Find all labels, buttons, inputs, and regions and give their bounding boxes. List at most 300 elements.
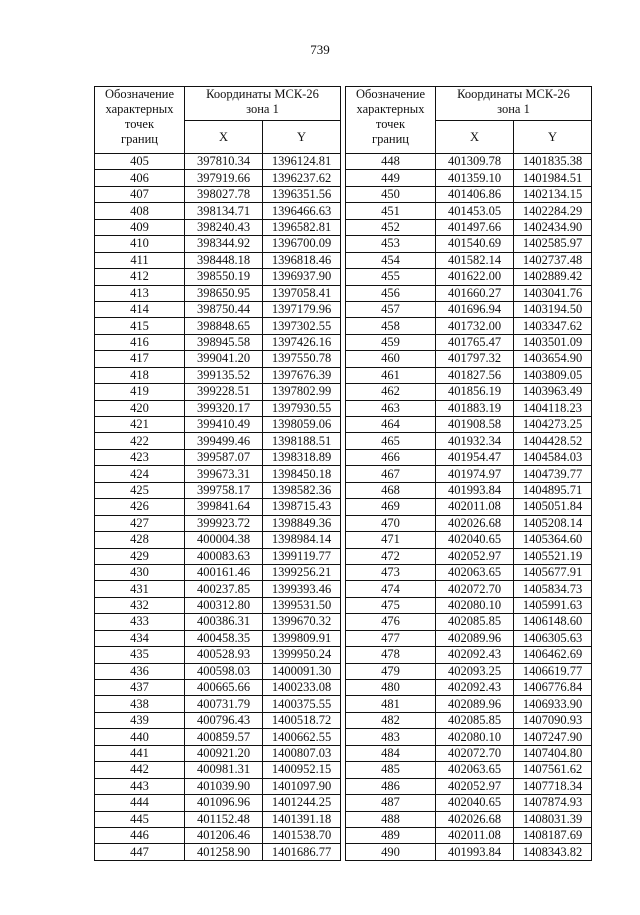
point-number-cell: 406 xyxy=(95,170,185,186)
y-coordinate-cell: 1398984.14 xyxy=(263,532,341,548)
y-coordinate-cell: 1396937.90 xyxy=(263,269,341,285)
table-row xyxy=(346,236,592,252)
table-row xyxy=(346,564,592,580)
x-coordinate-cell: 401152.48 xyxy=(185,811,263,827)
table-row xyxy=(95,532,341,548)
y-coordinate-cell: 1400807.03 xyxy=(263,745,341,761)
x-coordinate-cell: 402026.68 xyxy=(436,811,514,827)
y-coordinate-cell: 1402889.42 xyxy=(514,269,592,285)
table-row xyxy=(346,433,592,449)
table-row xyxy=(95,154,341,170)
point-number-cell: 436 xyxy=(95,663,185,679)
table-row xyxy=(95,844,341,860)
x-coordinate-cell: 399041.20 xyxy=(185,351,263,367)
point-number-cell: 443 xyxy=(95,778,185,794)
table-row xyxy=(95,400,341,416)
table-row xyxy=(346,318,592,334)
x-coordinate-cell: 401406.86 xyxy=(436,186,514,202)
point-number-cell: 434 xyxy=(95,630,185,646)
point-number-cell: 479 xyxy=(346,663,436,679)
table-row xyxy=(95,712,341,728)
x-coordinate-cell: 401993.84 xyxy=(436,844,514,860)
y-coordinate-cell: 1406462.69 xyxy=(514,647,592,663)
table-row xyxy=(95,680,341,696)
point-number-cell: 412 xyxy=(95,269,185,285)
y-coordinate-cell: 1399119.77 xyxy=(263,548,341,564)
point-number-cell: 474 xyxy=(346,581,436,597)
table-row xyxy=(95,647,341,663)
y-coordinate-cell: 1403654.90 xyxy=(514,351,592,367)
x-coordinate-cell: 402040.65 xyxy=(436,532,514,548)
table-row xyxy=(346,762,592,778)
y-coordinate-cell: 1406148.60 xyxy=(514,614,592,630)
x-coordinate-cell: 401732.00 xyxy=(436,318,514,334)
table-row xyxy=(346,466,592,482)
y-coordinate-cell: 1406933.90 xyxy=(514,696,592,712)
y-coordinate-cell: 1400518.72 xyxy=(263,712,341,728)
table-row xyxy=(95,351,341,367)
x-coordinate-cell: 402092.43 xyxy=(436,647,514,663)
y-coordinate-cell: 1396124.81 xyxy=(263,154,341,170)
point-number-cell: 461 xyxy=(346,367,436,383)
point-number-cell: 418 xyxy=(95,367,185,383)
coordinates-table-left xyxy=(94,86,341,861)
x-coordinate-cell: 401582.14 xyxy=(436,252,514,268)
point-number-cell: 463 xyxy=(346,400,436,416)
x-coordinate-cell: 401883.19 xyxy=(436,400,514,416)
table-row xyxy=(346,696,592,712)
x-coordinate-cell: 402089.96 xyxy=(436,630,514,646)
y-coordinate-cell: 1397550.78 xyxy=(263,351,341,367)
y-coordinate-cell: 1397676.39 xyxy=(263,367,341,383)
x-coordinate-cell: 399587.07 xyxy=(185,449,263,465)
y-coordinate-cell: 1405991.63 xyxy=(514,597,592,613)
x-coordinate-cell: 399320.17 xyxy=(185,400,263,416)
y-coordinate-cell: 1400662.55 xyxy=(263,729,341,745)
x-coordinate-cell: 401993.84 xyxy=(436,482,514,498)
x-coordinate-cell: 397919.66 xyxy=(185,170,263,186)
x-coordinate-cell: 400004.38 xyxy=(185,532,263,548)
y-coordinate-cell: 1396466.63 xyxy=(263,203,341,219)
point-number-cell: 449 xyxy=(346,170,436,186)
table-row xyxy=(95,564,341,580)
y-coordinate-cell: 1404428.52 xyxy=(514,433,592,449)
point-number-cell: 457 xyxy=(346,301,436,317)
table-row xyxy=(346,285,592,301)
point-number-cell: 460 xyxy=(346,351,436,367)
point-number-cell: 475 xyxy=(346,597,436,613)
x-coordinate-cell: 400237.85 xyxy=(185,581,263,597)
y-coordinate-cell: 1402434.90 xyxy=(514,219,592,235)
y-coordinate-cell: 1396818.46 xyxy=(263,252,341,268)
coordinates-table-right xyxy=(345,86,592,861)
table-row xyxy=(346,827,592,843)
x-coordinate-cell: 400083.63 xyxy=(185,548,263,564)
y-coordinate-cell: 1402134.15 xyxy=(514,186,592,202)
point-number-cell: 482 xyxy=(346,712,436,728)
x-coordinate-cell: 398945.58 xyxy=(185,334,263,350)
table-row xyxy=(346,663,592,679)
x-coordinate-cell: 398550.19 xyxy=(185,269,263,285)
table-row xyxy=(95,614,341,630)
x-coordinate-cell: 402080.10 xyxy=(436,597,514,613)
table-row xyxy=(95,170,341,186)
y-coordinate-cell: 1402737.48 xyxy=(514,252,592,268)
table-row xyxy=(95,548,341,564)
x-coordinate-cell: 399228.51 xyxy=(185,384,263,400)
y-coordinate-cell: 1398318.89 xyxy=(263,449,341,465)
y-coordinate-cell: 1403809.05 xyxy=(514,367,592,383)
point-number-cell: 484 xyxy=(346,745,436,761)
table-row xyxy=(346,154,592,170)
point-number-cell: 447 xyxy=(95,844,185,860)
point-number-cell: 432 xyxy=(95,597,185,613)
y-coordinate-cell: 1401244.25 xyxy=(263,795,341,811)
x-coordinate-cell: 400859.57 xyxy=(185,729,263,745)
y-coordinate-cell: 1404273.25 xyxy=(514,417,592,433)
y-coordinate-cell: 1398715.43 xyxy=(263,499,341,515)
table-row xyxy=(95,827,341,843)
table-row xyxy=(95,236,341,252)
point-number-cell: 441 xyxy=(95,745,185,761)
x-coordinate-cell: 402093.25 xyxy=(436,663,514,679)
x-coordinate-cell: 401497.66 xyxy=(436,219,514,235)
table-row xyxy=(346,729,592,745)
y-coordinate-cell: 1403963.49 xyxy=(514,384,592,400)
point-number-cell: 448 xyxy=(346,154,436,170)
x-coordinate-cell: 401540.69 xyxy=(436,236,514,252)
table-row xyxy=(346,482,592,498)
y-coordinate-cell: 1399531.50 xyxy=(263,597,341,613)
point-number-cell: 420 xyxy=(95,400,185,416)
x-coordinate-cell: 401827.56 xyxy=(436,367,514,383)
header-y: Y xyxy=(514,121,592,154)
header-x: X xyxy=(185,121,263,154)
table-row xyxy=(95,417,341,433)
y-coordinate-cell: 1399393.46 xyxy=(263,581,341,597)
x-coordinate-cell: 402063.65 xyxy=(436,564,514,580)
table-row xyxy=(346,367,592,383)
x-coordinate-cell: 400981.31 xyxy=(185,762,263,778)
x-coordinate-cell: 401359.10 xyxy=(436,170,514,186)
point-number-cell: 414 xyxy=(95,301,185,317)
y-coordinate-cell: 1397058.41 xyxy=(263,285,341,301)
x-coordinate-cell: 398344.92 xyxy=(185,236,263,252)
x-coordinate-cell: 399135.52 xyxy=(185,367,263,383)
point-number-cell: 462 xyxy=(346,384,436,400)
x-coordinate-cell: 401974.97 xyxy=(436,466,514,482)
y-coordinate-cell: 1397302.55 xyxy=(263,318,341,334)
y-coordinate-cell: 1407404.80 xyxy=(514,745,592,761)
x-coordinate-cell: 402072.70 xyxy=(436,581,514,597)
x-coordinate-cell: 399410.49 xyxy=(185,417,263,433)
table-row xyxy=(346,630,592,646)
y-coordinate-cell: 1398450.18 xyxy=(263,466,341,482)
table-row xyxy=(346,614,592,630)
point-number-cell: 459 xyxy=(346,334,436,350)
point-number-cell: 444 xyxy=(95,795,185,811)
y-coordinate-cell: 1408187.69 xyxy=(514,827,592,843)
point-number-cell: 488 xyxy=(346,811,436,827)
point-number-cell: 458 xyxy=(346,318,436,334)
y-coordinate-cell: 1397179.96 xyxy=(263,301,341,317)
table-row xyxy=(346,499,592,515)
x-coordinate-cell: 401453.05 xyxy=(436,203,514,219)
point-number-cell: 423 xyxy=(95,449,185,465)
table-row xyxy=(95,795,341,811)
table-row xyxy=(95,252,341,268)
table-row xyxy=(95,729,341,745)
header-coordinates: Координаты МСК-26 зона 1 xyxy=(185,87,341,121)
x-coordinate-cell: 402085.85 xyxy=(436,712,514,728)
point-number-cell: 433 xyxy=(95,614,185,630)
table-row xyxy=(95,778,341,794)
x-coordinate-cell: 402052.97 xyxy=(436,778,514,794)
table-row xyxy=(346,647,592,663)
point-number-cell: 410 xyxy=(95,236,185,252)
header-point-designation: Обозначение характерных точек границ xyxy=(346,87,436,154)
table-row xyxy=(346,795,592,811)
table-row xyxy=(346,301,592,317)
x-coordinate-cell: 402040.65 xyxy=(436,795,514,811)
x-coordinate-cell: 401856.19 xyxy=(436,384,514,400)
point-number-cell: 477 xyxy=(346,630,436,646)
y-coordinate-cell: 1408031.39 xyxy=(514,811,592,827)
y-coordinate-cell: 1396700.09 xyxy=(263,236,341,252)
y-coordinate-cell: 1396351.56 xyxy=(263,186,341,202)
point-number-cell: 476 xyxy=(346,614,436,630)
point-number-cell: 480 xyxy=(346,680,436,696)
x-coordinate-cell: 400665.66 xyxy=(185,680,263,696)
y-coordinate-cell: 1401391.18 xyxy=(263,811,341,827)
x-coordinate-cell: 400386.31 xyxy=(185,614,263,630)
x-coordinate-cell: 401039.90 xyxy=(185,778,263,794)
point-number-cell: 426 xyxy=(95,499,185,515)
y-coordinate-cell: 1406305.63 xyxy=(514,630,592,646)
table-row xyxy=(95,269,341,285)
y-coordinate-cell: 1400091.30 xyxy=(263,663,341,679)
y-coordinate-cell: 1405364.60 xyxy=(514,532,592,548)
table-row xyxy=(95,384,341,400)
x-coordinate-cell: 398750.44 xyxy=(185,301,263,317)
table-row xyxy=(346,170,592,186)
point-number-cell: 437 xyxy=(95,680,185,696)
point-number-cell: 483 xyxy=(346,729,436,745)
point-number-cell: 427 xyxy=(95,515,185,531)
y-coordinate-cell: 1401984.51 xyxy=(514,170,592,186)
x-coordinate-cell: 402026.68 xyxy=(436,515,514,531)
y-coordinate-cell: 1400233.08 xyxy=(263,680,341,696)
point-number-cell: 454 xyxy=(346,252,436,268)
point-number-cell: 486 xyxy=(346,778,436,794)
x-coordinate-cell: 402072.70 xyxy=(436,745,514,761)
y-coordinate-cell: 1404895.71 xyxy=(514,482,592,498)
table-row xyxy=(346,417,592,433)
y-coordinate-cell: 1408343.82 xyxy=(514,844,592,860)
point-number-cell: 422 xyxy=(95,433,185,449)
x-coordinate-cell: 399923.72 xyxy=(185,515,263,531)
y-coordinate-cell: 1407561.62 xyxy=(514,762,592,778)
x-coordinate-cell: 401309.78 xyxy=(436,154,514,170)
point-number-cell: 440 xyxy=(95,729,185,745)
point-number-cell: 481 xyxy=(346,696,436,712)
point-number-cell: 445 xyxy=(95,811,185,827)
y-coordinate-cell: 1399670.32 xyxy=(263,614,341,630)
point-number-cell: 431 xyxy=(95,581,185,597)
table-row xyxy=(346,680,592,696)
y-coordinate-cell: 1396582.81 xyxy=(263,219,341,235)
x-coordinate-cell: 400528.93 xyxy=(185,647,263,663)
point-number-cell: 407 xyxy=(95,186,185,202)
point-number-cell: 415 xyxy=(95,318,185,334)
point-number-cell: 428 xyxy=(95,532,185,548)
y-coordinate-cell: 1398188.51 xyxy=(263,433,341,449)
point-number-cell: 405 xyxy=(95,154,185,170)
table-row xyxy=(95,466,341,482)
point-number-cell: 451 xyxy=(346,203,436,219)
point-number-cell: 487 xyxy=(346,795,436,811)
table-row xyxy=(346,778,592,794)
x-coordinate-cell: 402011.08 xyxy=(436,827,514,843)
y-coordinate-cell: 1401835.38 xyxy=(514,154,592,170)
y-coordinate-cell: 1399950.24 xyxy=(263,647,341,663)
x-coordinate-cell: 401696.94 xyxy=(436,301,514,317)
table-row xyxy=(95,186,341,202)
x-coordinate-cell: 400598.03 xyxy=(185,663,263,679)
table-row xyxy=(95,334,341,350)
table-row xyxy=(95,811,341,827)
table-row xyxy=(95,318,341,334)
y-coordinate-cell: 1406776.84 xyxy=(514,680,592,696)
x-coordinate-cell: 402089.96 xyxy=(436,696,514,712)
x-coordinate-cell: 398650.95 xyxy=(185,285,263,301)
x-coordinate-cell: 398848.65 xyxy=(185,318,263,334)
point-number-cell: 425 xyxy=(95,482,185,498)
table-row xyxy=(346,811,592,827)
y-coordinate-cell: 1405834.73 xyxy=(514,581,592,597)
table-row xyxy=(346,186,592,202)
point-number-cell: 430 xyxy=(95,564,185,580)
y-coordinate-cell: 1403501.09 xyxy=(514,334,592,350)
y-coordinate-cell: 1403347.62 xyxy=(514,318,592,334)
table-row xyxy=(346,203,592,219)
y-coordinate-cell: 1404584.03 xyxy=(514,449,592,465)
x-coordinate-cell: 398240.43 xyxy=(185,219,263,235)
point-number-cell: 470 xyxy=(346,515,436,531)
y-coordinate-cell: 1398849.36 xyxy=(263,515,341,531)
x-coordinate-cell: 399841.64 xyxy=(185,499,263,515)
table-row xyxy=(346,548,592,564)
y-coordinate-cell: 1404118.23 xyxy=(514,400,592,416)
table-row xyxy=(346,400,592,416)
x-coordinate-cell: 401954.47 xyxy=(436,449,514,465)
point-number-cell: 455 xyxy=(346,269,436,285)
x-coordinate-cell: 401765.47 xyxy=(436,334,514,350)
x-coordinate-cell: 400921.20 xyxy=(185,745,263,761)
page-number: 739 xyxy=(310,42,330,57)
x-coordinate-cell: 401258.90 xyxy=(185,844,263,860)
y-coordinate-cell: 1404739.77 xyxy=(514,466,592,482)
point-number-cell: 424 xyxy=(95,466,185,482)
table-row xyxy=(346,252,592,268)
y-coordinate-cell: 1405051.84 xyxy=(514,499,592,515)
table-row xyxy=(95,367,341,383)
table-row xyxy=(346,532,592,548)
x-coordinate-cell: 400161.46 xyxy=(185,564,263,580)
point-number-cell: 464 xyxy=(346,417,436,433)
y-coordinate-cell: 1407718.34 xyxy=(514,778,592,794)
point-number-cell: 442 xyxy=(95,762,185,778)
table-row xyxy=(346,219,592,235)
y-coordinate-cell: 1400375.55 xyxy=(263,696,341,712)
point-number-cell: 472 xyxy=(346,548,436,564)
x-coordinate-cell: 398448.18 xyxy=(185,252,263,268)
header-x: X xyxy=(436,121,514,154)
point-number-cell: 450 xyxy=(346,186,436,202)
y-coordinate-cell: 1406619.77 xyxy=(514,663,592,679)
table-row xyxy=(95,663,341,679)
point-number-cell: 469 xyxy=(346,499,436,515)
x-coordinate-cell: 402092.43 xyxy=(436,680,514,696)
y-coordinate-cell: 1397930.55 xyxy=(263,400,341,416)
y-coordinate-cell: 1401686.77 xyxy=(263,844,341,860)
x-coordinate-cell: 400731.79 xyxy=(185,696,263,712)
table-row xyxy=(95,696,341,712)
point-number-cell: 417 xyxy=(95,351,185,367)
x-coordinate-cell: 402011.08 xyxy=(436,499,514,515)
point-number-cell: 419 xyxy=(95,384,185,400)
table-row xyxy=(346,597,592,613)
y-coordinate-cell: 1407874.93 xyxy=(514,795,592,811)
x-coordinate-cell: 402080.10 xyxy=(436,729,514,745)
table-row xyxy=(346,844,592,860)
point-number-cell: 489 xyxy=(346,827,436,843)
header-coordinates: Координаты МСК-26 зона 1 xyxy=(436,87,592,121)
table-row xyxy=(346,515,592,531)
y-coordinate-cell: 1401097.90 xyxy=(263,778,341,794)
x-coordinate-cell: 401797.32 xyxy=(436,351,514,367)
y-coordinate-cell: 1403041.76 xyxy=(514,285,592,301)
point-number-cell: 413 xyxy=(95,285,185,301)
point-number-cell: 439 xyxy=(95,712,185,728)
x-coordinate-cell: 400458.35 xyxy=(185,630,263,646)
x-coordinate-cell: 400796.43 xyxy=(185,712,263,728)
table-row xyxy=(95,597,341,613)
table-row xyxy=(346,712,592,728)
x-coordinate-cell: 401660.27 xyxy=(436,285,514,301)
point-number-cell: 411 xyxy=(95,252,185,268)
point-number-cell: 453 xyxy=(346,236,436,252)
point-number-cell: 473 xyxy=(346,564,436,580)
table-row xyxy=(95,581,341,597)
y-coordinate-cell: 1407247.90 xyxy=(514,729,592,745)
x-coordinate-cell: 399673.31 xyxy=(185,466,263,482)
table-row xyxy=(95,301,341,317)
y-coordinate-cell: 1402585.97 xyxy=(514,236,592,252)
point-number-cell: 467 xyxy=(346,466,436,482)
table-row xyxy=(95,630,341,646)
point-number-cell: 490 xyxy=(346,844,436,860)
table-row xyxy=(346,449,592,465)
x-coordinate-cell: 399758.17 xyxy=(185,482,263,498)
table-row xyxy=(95,482,341,498)
table-row xyxy=(346,384,592,400)
x-coordinate-cell: 401206.46 xyxy=(185,827,263,843)
x-coordinate-cell: 401096.96 xyxy=(185,795,263,811)
x-coordinate-cell: 397810.34 xyxy=(185,154,263,170)
y-coordinate-cell: 1398582.36 xyxy=(263,482,341,498)
point-number-cell: 456 xyxy=(346,285,436,301)
